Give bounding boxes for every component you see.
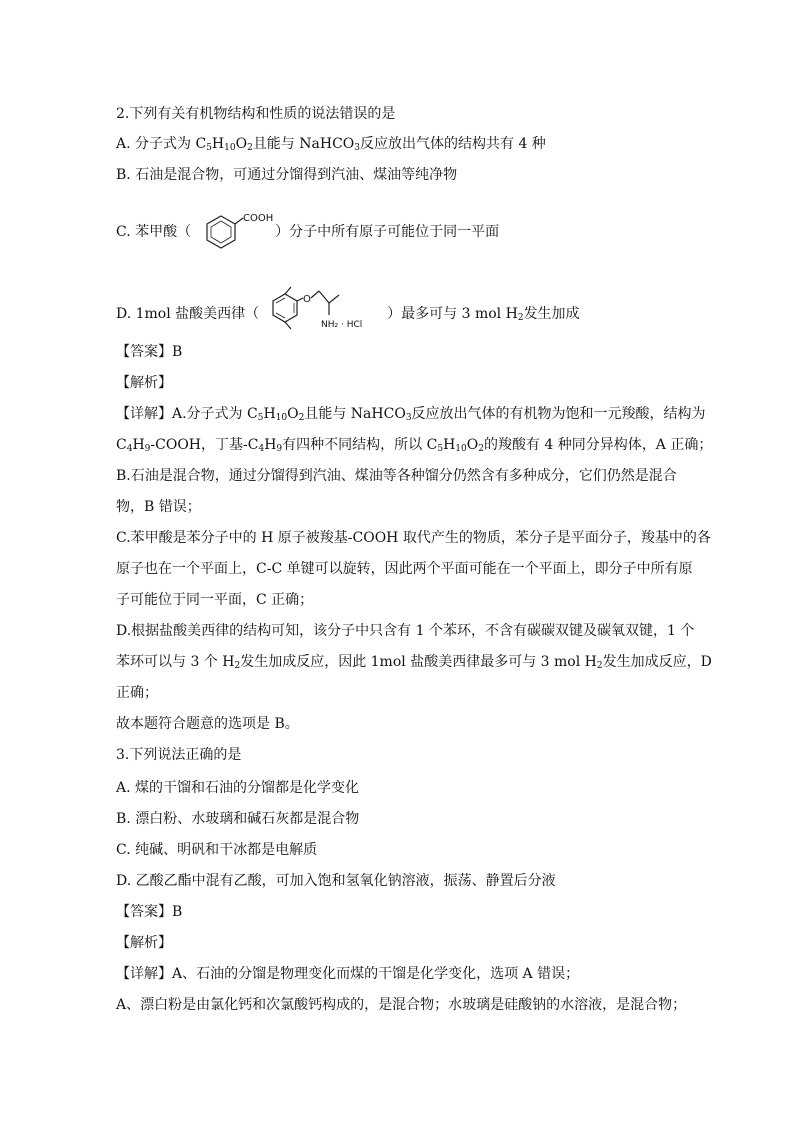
mexiletine-hcl-structure xyxy=(259,283,387,345)
q3-option-c: C. 纯碱、明矾和干冰都是电解质 xyxy=(116,842,318,858)
q2-detail-line-7: 子可能位于同一平面，C 正确； xyxy=(116,592,314,608)
cooh-label: COOH xyxy=(243,213,274,224)
q2-detail-line-8: D.根据盐酸美西律的结构可知，该分子中只含有 1 个苯环，不含有碳碳双键及碳氧双键，1 个 xyxy=(116,623,695,639)
q2-detail-line-4: 物，B 错误； xyxy=(116,499,201,515)
q3-answer: 【答案】B xyxy=(116,904,183,920)
q2-detail-line-5: C.苯甲酸是苯分子中的 H 原子被羧基-COOH 取代产生的物质，苯分子是平面分子，羧基中的各 xyxy=(116,530,711,546)
q3-analysis-title: 【解析】 xyxy=(116,935,172,951)
q3-option-a: A. 煤的干馏和石油的分馏都是化学变化 xyxy=(116,780,360,796)
svg-text:O: O xyxy=(303,294,312,305)
q2-option-c: C. 苯甲酸（ COOH ）分子中所有原子可能位于同一平面 xyxy=(116,212,686,252)
q2-analysis-title: 【解析】 xyxy=(116,375,172,391)
benzoic-acid-structure xyxy=(191,212,275,252)
q2-detail-line-3: B.石油是混合物，通过分馏得到汽油、煤油等各种馏分仍然含有多种成分，它们仍然是混合 xyxy=(116,468,677,484)
q2-detail-line-9: 苯环可以与 3 个 $H_2$发生加成反应，因此 1mol 盐酸美西律最多可与 3 mol $H_2$发生加成反应，D xyxy=(116,654,712,671)
q2-detail-line-10: 正确； xyxy=(116,685,158,701)
q2-detail-line-2: $C_4H_9$-COOH，丁基$-C_4H_9$有四种不同结构，所以 $C_5H_{10}O_2$的羧酸有 4 种同分异构体，A 正确； xyxy=(116,437,713,454)
q2-detail-line-1: 【详解】A.分子式为 $C_5H_{10}O_2$且能与 NaHCO$_3$反应放出气体的有机物为饱和一元羧酸，结构为 xyxy=(116,406,706,423)
nh2-hcl-label: NH₂ · HCl xyxy=(321,320,363,330)
q2-answer: 【答案】B xyxy=(116,344,183,360)
q2-option-a: A. 分子式为 $C_5H_{10}O_2$且能与 NaHCO$_3$反应放出气体的结构共有 4 种 xyxy=(116,136,546,153)
q2-stem: 2.下列有关有机物结构和性质的说法错误的是 xyxy=(116,106,396,122)
q2-detail-line-11: 故本题符合题意的选项是 B。 xyxy=(116,716,299,732)
q3-detail-line-1: 【详解】A、石油的分馏是物理变化而煤的干馏是化学变化，选项 A 错误； xyxy=(116,966,580,982)
q3-detail-line-2: A、漂白粉是由氯化钙和次氯酸钙构成的，是混合物；水玻璃是硅酸钠的水溶液，是混合物； xyxy=(116,997,687,1013)
q3-option-d: D. 乙酸乙酯中混有乙酸，可加入饱和氢氧化钠溶液，振荡、静置后分液 xyxy=(116,873,556,889)
q2-option-d: D. 1mol 盐酸美西律（ O NH₂ · HCl ）最多可与 3 mol $H_2$发生加成 xyxy=(116,283,686,345)
q3-option-b: B. 漂白粉、水玻璃和碱石灰都是混合物 xyxy=(116,811,360,827)
q2-detail-line-6: 原子也在一个平面上，C-C 单键可以旋转，因此两个平面可能在一个平面上，即分子中所有原 xyxy=(116,561,693,577)
q3-stem: 3.下列说法正确的是 xyxy=(116,747,242,763)
q2-option-b: B. 石油是混合物，可通过分馏得到汽油、煤油等纯净物 xyxy=(116,167,458,183)
